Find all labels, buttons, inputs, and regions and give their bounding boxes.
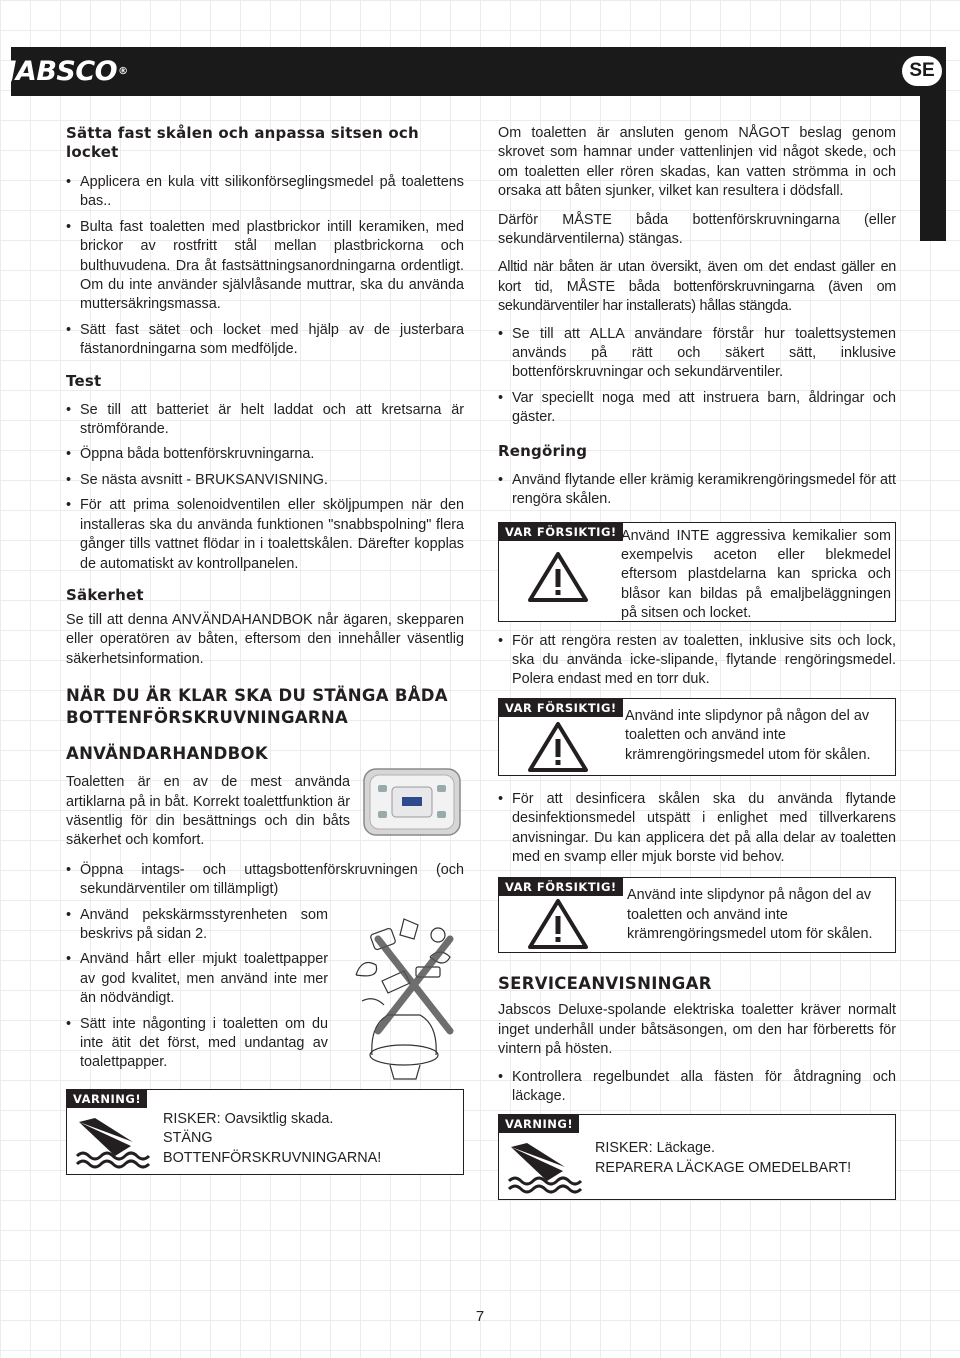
language-badge: SE bbox=[902, 56, 942, 86]
list-item: • Bulta fast toaletten med plastbrickor intill keramiken, med brickor av rostfritt stål mellan plastbrickorna och bulthuvudena. Dra åt fastsättningsanordningarna ordentligt. Om du inte använder självlåsande muttrar, ska du använda muttersäkringsmassa. bbox=[66, 218, 464, 315]
caution-text: Använd INTE aggressiva kemikalier som exempelvis aceton eller blekmedel eftersom plastdelarna kan spricka och blåsor kan bildas på emaljbeläggningen på sitsen och locket. bbox=[621, 527, 891, 622]
list-item: • Använd flytande eller krämig keramikrengöringsmedel för att rengöra skålen. bbox=[498, 471, 896, 510]
sinking-boat-icon bbox=[75, 1116, 151, 1170]
intro-paragraph-3: Alltid när båten är utan översikt, även om det endast gäller en kort tid, MÅSTE båda bottenförskruvningarna (även om sekundärventiler har installerats) hållas stängda. bbox=[498, 259, 896, 315]
test-list bbox=[66, 401, 464, 574]
manual-text: Toaletten är en av de mest använda artiklarna på in båt. Korrekt toalettfunktion är väsentlig för din besättnings och din båts säkerhet och komfort. bbox=[66, 774, 350, 849]
manual-list bbox=[66, 861, 464, 1073]
heading-service: SERVICEANVISNINGAR bbox=[498, 974, 712, 994]
caution-box-chemicals bbox=[498, 522, 896, 622]
warning-line: REPARERA LÄCKAGE OMEDELBART! bbox=[595, 1159, 852, 1176]
page-number: 7 bbox=[475, 1308, 485, 1325]
warning-line: RISKER: Oavsiktlig skada. bbox=[163, 1110, 334, 1127]
caution-tag: VAR FÖRSIKTIG! bbox=[499, 878, 623, 896]
heading-test: Test bbox=[66, 371, 102, 390]
header-bar bbox=[11, 47, 946, 96]
logo-text: JABSCO bbox=[6, 56, 118, 87]
list-item: • Öppna intags- och uttagsbottenförskruvningen (och sekundärventiler om tillämpligt) bbox=[66, 861, 464, 900]
caution-text: Använd inte slipdynor på någon del av toaletten och använd inte krämrengöringsmedel utom för skålen. bbox=[627, 887, 873, 943]
list-item: • Se till att batteriet är helt laddat och att kretsarna är strömförande. bbox=[66, 401, 464, 440]
caution-tag: VAR FÖRSIKTIG! bbox=[499, 523, 623, 541]
caution-box-abrasives-2 bbox=[498, 877, 896, 953]
list-item: • Se nästa avsnitt - BRUKSANVISNING. bbox=[66, 471, 464, 490]
clean-list-3 bbox=[498, 790, 896, 868]
list-item: • Applicera en kula vitt silikonförseglingsmedel på toalettens bas.. bbox=[66, 173, 464, 212]
heading-cleaning: Rengöring bbox=[498, 441, 588, 460]
right-column bbox=[498, 124, 896, 1200]
intro-paragraph-1: Om toaletten är ansluten genom NÅGOT beslag genom skrovet som hamnar under vattenlinjen vid något skede, och om toaletten eller rören skadas, kan vatten strömma in och orsaka att båten sjunker, vilket kan resultera i dödsfall. bbox=[498, 125, 896, 200]
warning-box-leakage bbox=[498, 1114, 896, 1200]
control-panel-illustration bbox=[362, 765, 464, 839]
logo-registered-mark: ® bbox=[118, 66, 128, 77]
clean-list-2 bbox=[498, 632, 896, 690]
list-item: • För att desinficera skålen ska du använda flytande desinfektionsmedel utspätt i enlighet med tillverkarens anvisningar. Du kan applicera det på alla delar av toaletten med en svamp eller mjuk borste vid behov. bbox=[498, 790, 896, 868]
clean-list-1 bbox=[498, 471, 896, 510]
jabsco-logo bbox=[6, 47, 128, 96]
warning-tag: VARNING! bbox=[499, 1115, 579, 1133]
caution-box-abrasives-1 bbox=[498, 698, 896, 776]
warning-box-accidental-injury bbox=[66, 1089, 464, 1175]
safety-text: Se till att denna ANVÄNDAHANDBOK når ägaren, skepparen eller operatören av båten, eftersom den innehåller väsentlig säkerhetsinformation. bbox=[66, 611, 464, 667]
list-item: • Sätt fast sätet och locket med hjälp av de justerbara fästanordningarna som medföljde. bbox=[66, 321, 464, 360]
warning-line: BOTTENFÖRSKRUVNINGARNA! bbox=[163, 1149, 382, 1166]
list-item: • Se till att ALLA användare förstår hur toalettsystemen används på rätt och säkert sätt, inklusive bottenförskruvningar och sekundärventiler. bbox=[498, 325, 896, 383]
list-item: • Använd hårt eller mjukt toalettpapper av god kvalitet, men använd inte mer än nödvändigt. bbox=[66, 950, 328, 1008]
warning-text bbox=[163, 1110, 381, 1168]
heading-safety: Säkerhet bbox=[66, 585, 144, 604]
manual-intro-block bbox=[66, 773, 464, 851]
list-item: • Använd pekskärmsstyrenheten som beskrivs på sidan 2. bbox=[66, 906, 328, 945]
fasten-list bbox=[66, 173, 464, 360]
warning-triangle-icon bbox=[527, 898, 589, 950]
heading-user-manual: ANVÄNDARHANDBOK bbox=[66, 744, 268, 764]
warning-triangle-icon bbox=[527, 721, 589, 773]
list-item: • För att rengöra resten av toaletten, inklusive sits och lock, ska du använda icke-slipande, flytande rengöringsmedel. Polera endast med en torr duk. bbox=[498, 632, 896, 690]
caution-text: Använd inte slipdynor på någon del av toaletten och använd inte krämrengöringsmedel utom för skålen. bbox=[625, 707, 871, 763]
left-column bbox=[66, 124, 464, 1175]
sinking-boat-icon bbox=[507, 1141, 583, 1195]
service-text: Jabscos Deluxe-spolande elektriska toaletter kräver normalt inget underhåll under båtsäsongen, om den har förberetts för vintern på hösten. bbox=[498, 1002, 896, 1058]
service-list bbox=[498, 1068, 896, 1107]
warning-line: STÄNG bbox=[163, 1130, 213, 1147]
manual-list-block bbox=[66, 861, 464, 1073]
toilet-prohibited-items-illustration bbox=[342, 905, 466, 1081]
heading-fasten-bowl: Sätta fast skålen och anpassa sitsen och locket bbox=[66, 124, 419, 161]
list-item: • Öppna båda bottenförskruvningarna. bbox=[66, 445, 464, 464]
warning-line: RISKER: Läckage. bbox=[595, 1140, 715, 1157]
list-item: • Sätt inte någonting i toaletten om du inte ätit det först, med undantag av toalettpapper. bbox=[66, 1015, 328, 1073]
warning-triangle-icon bbox=[527, 551, 589, 603]
intro-paragraph-2: Därför MÅSTE båda bottenförskruvningarna (eller sekundärventilerna) stängas. bbox=[498, 211, 896, 248]
warning-text bbox=[595, 1139, 851, 1178]
intro-list bbox=[498, 325, 896, 428]
heading-close-seacocks: NÄR DU ÄR KLAR SKA DU STÄNGA BÅDA BOTTENFÖRSKRUVNINGARNA bbox=[66, 686, 448, 728]
caution-tag: VAR FÖRSIKTIG! bbox=[499, 699, 623, 717]
side-bar bbox=[920, 96, 946, 241]
list-item: • Var speciellt noga med att instruera barn, åldringar och gäster. bbox=[498, 389, 896, 428]
warning-tag: VARNING! bbox=[67, 1090, 147, 1108]
list-item: • Kontrollera regelbundet alla fästen för åtdragning och läckage. bbox=[498, 1068, 896, 1107]
list-item: • För att prima solenoidventilen eller sköljpumpen när den installeras ska du använda funktionen "snabbspolning" flera gånger tills vattnet flödar in i toalettskålen. Därefter kopplas de automatiskt av kontrollpanelen. bbox=[66, 496, 464, 574]
